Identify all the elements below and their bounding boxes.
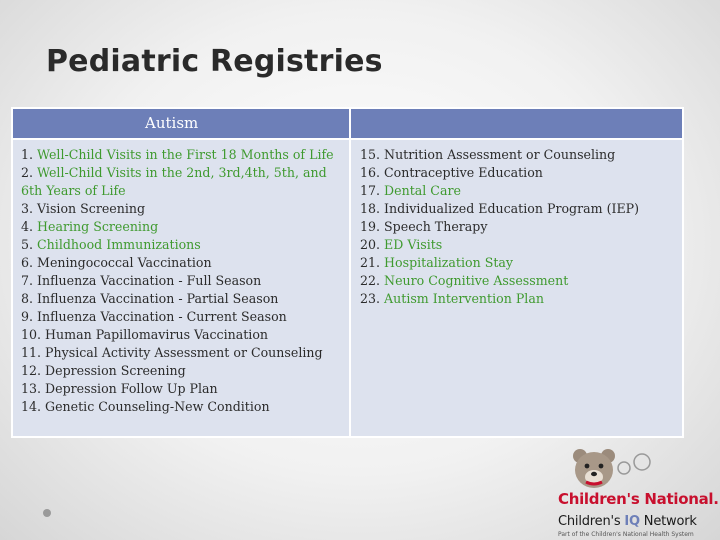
registry-item [360,200,676,218]
registry-item [21,344,343,362]
table-header-row [12,108,683,139]
registry-item-label: Meningococcal Vaccination [37,255,212,270]
registry-item-label: Physical Activity Assessment or Counseling [45,345,323,360]
registry-item [360,254,676,272]
registry-item-number: 9. [21,309,34,324]
registry-item [21,362,343,380]
registry-item [21,218,343,236]
registry-item-number: 18. [360,201,381,216]
childrens-national-logo [556,442,720,540]
logo-brand-name: Children's National. [558,490,719,508]
registry-item [21,380,343,398]
logo-network-c: Network [639,514,697,529]
header-cell-right [350,108,683,139]
registry-item-label: Dental Care [384,183,461,198]
registry-item-label: Influenza Vaccination - Partial Season [37,291,279,306]
logo-network-name [558,514,697,529]
registry-item [360,290,676,308]
registry-item-label: Contraceptive Education [384,165,543,180]
registry-item-number: 5. [21,237,34,252]
registry-item [21,290,343,308]
registry-item-number: 10. [21,327,42,342]
registry-item-number: 7. [21,273,34,288]
slide-title: Pediatric Registries [46,44,383,79]
registry-item-number: 16. [360,165,381,180]
registry-item-label: Well-Child Visits in the 2nd, 3rd,4th, 5th, and 6th Years of Life [21,165,327,198]
registry-item-label: Influenza Vaccination - Full Season [37,273,262,288]
registry-item-number: 8. [21,291,34,306]
registry-item-number: 14. [21,399,42,414]
registry-item-label: Human Papillomavirus Vaccination [45,327,269,342]
logo-network-a: Children's [558,514,625,529]
registry-item-number: 6. [21,255,34,270]
teddy-bear-icon [566,446,656,494]
registry-item-label: Childhood Immunizations [37,237,201,252]
registry-item-number: 20. [360,237,381,252]
header-label-autism: Autism [145,114,199,132]
registry-item-label: Individualized Education Program (IEP) [384,201,640,216]
registry-item-number: 11. [21,345,42,360]
registry-item [21,200,343,218]
registry-item [21,272,343,290]
table-body-row [12,139,683,437]
registry-item [360,182,676,200]
registry-item-number: 4. [21,219,34,234]
registry-item [360,218,676,236]
registry-item-number: 3. [21,201,34,216]
registry-item [21,236,343,254]
registry-item-label: Vision Screening [37,201,146,216]
registry-item-number: 19. [360,219,381,234]
registry-item-label: Genetic Counseling-New Condition [45,399,270,414]
logo-tagline: Part of the Children's National Health System [558,531,694,538]
registry-item-label: Nutrition Assessment or Counseling [384,147,616,162]
registry-item-label: Depression Follow Up Plan [45,381,218,396]
registry-item [21,254,343,272]
registry-list-right [351,140,682,308]
registry-item-number: 12. [21,363,42,378]
slide-bullet [43,509,51,517]
registry-item-number: 17. [360,183,381,198]
registry-item-label: Hearing Screening [37,219,159,234]
registry-item [21,308,343,326]
body-cell-right [350,139,683,437]
registry-item-number: 2. [21,165,34,180]
registry-item-label: Depression Screening [45,363,186,378]
registry-item-number: 1. [21,147,34,162]
registry-item-label: Well-Child Visits in the First 18 Months of Life [37,147,334,162]
registry-item [360,164,676,182]
registry-item-label: ED Visits [384,237,443,252]
registry-item-number: 15. [360,147,381,162]
registry-item [21,398,343,416]
registry-list-left [13,140,349,416]
registry-item [360,236,676,254]
registry-item [360,272,676,290]
registry-item-label: Influenza Vaccination - Current Season [37,309,287,324]
header-cell-left [12,108,350,139]
registry-item-number: 23. [360,291,381,306]
registry-item-label: Neuro Cognitive Assessment [384,273,569,288]
registry-item [360,146,676,164]
registry-item-number: 21. [360,255,381,270]
registry-item-label: Hospitalization Stay [384,255,514,270]
registry-item-number: 22. [360,273,381,288]
body-cell-left [12,139,350,437]
registry-item-number: 13. [21,381,42,396]
registry-item [21,164,343,200]
registry-item [21,326,343,344]
registry-item-label: Autism Intervention Plan [384,291,544,306]
registry-item [21,146,343,164]
registries-table [11,107,684,438]
registry-item-label: Speech Therapy [384,219,488,234]
logo-network-iq: IQ [624,514,640,529]
